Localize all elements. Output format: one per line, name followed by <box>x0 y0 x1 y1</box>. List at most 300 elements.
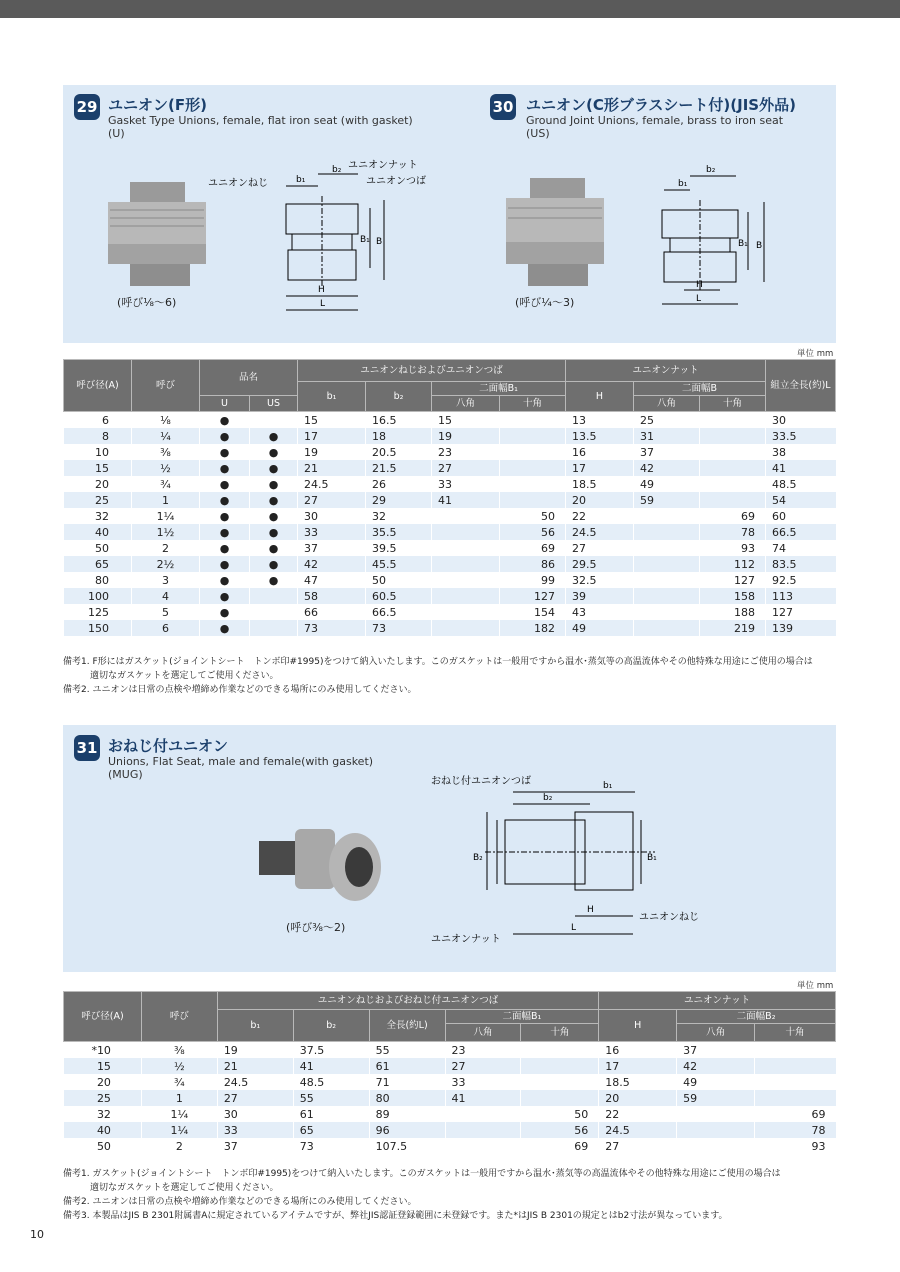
photo-top <box>530 178 585 200</box>
photo-bottom <box>528 264 588 286</box>
cell-o2 <box>634 556 700 572</box>
cell-a: 150 <box>64 620 132 636</box>
cell-b1: 37 <box>298 540 366 556</box>
cell-us: ● <box>250 428 298 444</box>
diagram-label-L: L <box>696 294 702 304</box>
cell-c1 <box>500 476 566 492</box>
cell-size: 3 <box>132 572 200 588</box>
cell-o1: 27 <box>432 460 500 476</box>
table-1-header-row-1 <box>64 360 836 382</box>
diagram-label-H: H <box>696 280 703 290</box>
cell-size: 2 <box>132 540 200 556</box>
cell-b2: 29 <box>366 492 432 508</box>
cell-b1: 47 <box>298 572 366 588</box>
diagram-label-b2: b₂ <box>543 793 553 803</box>
cell-c2 <box>700 444 766 460</box>
cell-h: 18.5 <box>599 1074 677 1090</box>
cell-b1: 66 <box>298 604 366 620</box>
cell-a: 50 <box>64 1138 142 1154</box>
cell-h: 24.5 <box>566 524 634 540</box>
cell-c1: 86 <box>500 556 566 572</box>
cell-us <box>250 588 298 604</box>
header-group-2: ユニオンナット <box>566 360 766 382</box>
cell-u: ● <box>200 492 250 508</box>
header-oct-2: 八角 <box>677 1024 755 1042</box>
diagram-label-union-screw: ユニオンねじ <box>639 912 699 923</box>
cell-o1 <box>432 508 500 524</box>
table-row <box>64 444 836 460</box>
cell-size: 4 <box>132 588 200 604</box>
cell-b1: 73 <box>298 620 366 636</box>
cell-b2: 26 <box>366 476 432 492</box>
cell-o2: 49 <box>677 1074 755 1090</box>
cell-o1 <box>432 620 500 636</box>
cell-o2: 42 <box>677 1058 755 1074</box>
header-cross-1: 十角 <box>521 1024 599 1042</box>
diagram-label-H: H <box>318 285 325 295</box>
cell-l: 61 <box>369 1058 445 1074</box>
cell-c2: 112 <box>700 556 766 572</box>
cell-b1: 30 <box>298 508 366 524</box>
cell-c2: 93 <box>700 540 766 556</box>
cell-b2: 73 <box>293 1138 369 1154</box>
table-2-note-3: 備考3. 本製品はJIS B 2301附属書Aに規定されているアイテムですが、弊社JIS認証登録範囲に未登録です。また*はJIS B 2301の規定とはb2寸法が異なっています。 <box>63 1211 728 1221</box>
header-cross-1: 十角 <box>500 396 566 412</box>
section-29-badge: 29 <box>74 94 100 120</box>
section-31-subtitle: Unions, Flat Seat, male and female(with gasket) <box>108 755 374 768</box>
table-row <box>64 524 836 540</box>
table-1-note-1b: 適切なガスケットを選定してご使用ください。 <box>63 671 279 681</box>
cell-h: 29.5 <box>566 556 634 572</box>
photo-bore <box>345 847 373 887</box>
cell-l: 92.5 <box>766 572 836 588</box>
cell-o2 <box>677 1106 755 1122</box>
cell-c1 <box>500 412 566 429</box>
photo-top <box>130 182 185 204</box>
cell-size: 6 <box>132 620 200 636</box>
diagram-label-union-nut: ユニオンナット <box>431 934 501 945</box>
header-b2: b₂ <box>293 1010 369 1042</box>
photo-male-thread <box>259 841 297 875</box>
table-row <box>64 508 836 524</box>
table-row <box>64 604 836 620</box>
section-31-code: (MUG) <box>108 768 143 781</box>
section-30-photo-caption: (呼び¼〜3) <box>515 296 575 309</box>
header-width-2: 二面幅B <box>634 382 766 396</box>
cell-o2: 31 <box>634 428 700 444</box>
cell-h: 17 <box>566 460 634 476</box>
cell-c2: 158 <box>700 588 766 604</box>
cell-l: 71 <box>369 1074 445 1090</box>
photo-nut <box>506 242 604 264</box>
cell-o1 <box>445 1122 521 1138</box>
cell-c1: 127 <box>500 588 566 604</box>
cell-o2: 37 <box>677 1042 755 1059</box>
table-row <box>64 1058 836 1074</box>
cell-c1 <box>521 1042 599 1059</box>
header-group-1: ユニオンねじおよびおねじ付ユニオンつば <box>217 992 598 1010</box>
cell-size: ½ <box>132 460 200 476</box>
diagram-label-union-nut: ユニオンナット <box>348 160 418 171</box>
photo-thread <box>506 198 604 242</box>
top-bar <box>0 0 900 18</box>
cell-us <box>250 412 298 429</box>
cell-l: 113 <box>766 588 836 604</box>
cell-o2 <box>634 540 700 556</box>
cell-o1: 41 <box>432 492 500 508</box>
cell-h: 16 <box>599 1042 677 1059</box>
cell-o1 <box>432 588 500 604</box>
cell-size: ⅜ <box>132 444 200 460</box>
section-29-photo-caption: (呼び⅛〜6) <box>117 296 177 309</box>
cell-l: 96 <box>369 1122 445 1138</box>
cell-a: 15 <box>64 460 132 476</box>
table-row <box>64 588 836 604</box>
cell-o2: 37 <box>634 444 700 460</box>
diagram-label-union-flange: ユニオンつば <box>366 176 426 187</box>
header-cross-2: 十角 <box>755 1024 836 1042</box>
cell-b1: 27 <box>217 1090 293 1106</box>
cell-o1: 23 <box>445 1042 521 1059</box>
cell-us: ● <box>250 524 298 540</box>
cell-l: 38 <box>766 444 836 460</box>
cell-b2: 20.5 <box>366 444 432 460</box>
cell-o1 <box>432 556 500 572</box>
cell-size: 5 <box>132 604 200 620</box>
cell-o2: 59 <box>677 1090 755 1106</box>
cell-c2: 219 <box>700 620 766 636</box>
table-row <box>64 1074 836 1090</box>
cell-o2 <box>634 508 700 524</box>
section-30-code: (US) <box>526 127 550 140</box>
cell-c1: 69 <box>500 540 566 556</box>
cell-size: 1 <box>132 492 200 508</box>
cell-c2: 188 <box>700 604 766 620</box>
diagram-label-B1: B₁ <box>647 853 657 863</box>
cell-o1 <box>432 572 500 588</box>
cell-u: ● <box>200 604 250 620</box>
cell-us: ● <box>250 508 298 524</box>
cell-b2: 65 <box>293 1122 369 1138</box>
cell-h: 32.5 <box>566 572 634 588</box>
cell-o1: 23 <box>432 444 500 460</box>
table-row <box>64 1138 836 1154</box>
cell-h: 22 <box>599 1106 677 1122</box>
cell-a: 15 <box>64 1058 142 1074</box>
cell-o2 <box>677 1138 755 1154</box>
cell-h: 49 <box>566 620 634 636</box>
header-oct-1: 八角 <box>432 396 500 412</box>
cell-h: 24.5 <box>599 1122 677 1138</box>
cell-b1: 30 <box>217 1106 293 1122</box>
header-width-1: 二面幅B₁ <box>432 382 566 396</box>
section-29-title: ユニオン(F形) <box>108 96 207 114</box>
table-row <box>64 492 836 508</box>
cell-l: 66.5 <box>766 524 836 540</box>
header-product: 品名 <box>200 360 298 396</box>
cell-o1 <box>445 1106 521 1122</box>
cell-b2: 41 <box>293 1058 369 1074</box>
cell-c2 <box>700 428 766 444</box>
diagram-label-union-screw: ユニオンねじ <box>208 178 268 189</box>
cell-o2 <box>677 1122 755 1138</box>
union-f-photo <box>100 180 210 290</box>
table-1-note-2: 備考2. ユニオンは日常の点検や増締め作業などのできる場所にのみ使用してください。 <box>63 685 417 695</box>
cell-l: 127 <box>766 604 836 620</box>
cell-a: 10 <box>64 444 132 460</box>
table-row <box>64 460 836 476</box>
cell-b1: 27 <box>298 492 366 508</box>
diagram-nut <box>575 812 633 890</box>
cell-b1: 42 <box>298 556 366 572</box>
unit-label-1: 単位 mm <box>797 349 834 359</box>
section-31-title: おねじ付ユニオン <box>108 737 229 755</box>
cell-b1: 21 <box>298 460 366 476</box>
table-row <box>64 1106 836 1122</box>
cell-b1: 24.5 <box>298 476 366 492</box>
header-us: US <box>250 396 298 412</box>
table-row <box>64 620 836 636</box>
cell-a: 80 <box>64 572 132 588</box>
cell-a: 6 <box>64 412 132 429</box>
cell-h: 22 <box>566 508 634 524</box>
cell-a: 100 <box>64 588 132 604</box>
cell-c1 <box>500 460 566 476</box>
cell-a: 20 <box>64 1074 142 1090</box>
cell-b2: 45.5 <box>366 556 432 572</box>
cell-l: 139 <box>766 620 836 636</box>
cell-b1: 24.5 <box>217 1074 293 1090</box>
diagram-label-b1: b₁ <box>296 175 306 185</box>
diagram-label-B2: B₂ <box>473 853 483 863</box>
cell-b1: 21 <box>217 1058 293 1074</box>
cell-b1: 17 <box>298 428 366 444</box>
header-oct-2: 八角 <box>634 396 700 412</box>
photo-thread <box>108 202 206 244</box>
cell-size: ⅜ <box>141 1042 217 1059</box>
header-size-a: 呼び径(A) <box>64 360 132 412</box>
cell-c2: 127 <box>700 572 766 588</box>
header-h: H <box>566 382 634 412</box>
cell-o1: 27 <box>445 1058 521 1074</box>
header-size-a: 呼び径(A) <box>64 992 142 1042</box>
table-row <box>64 1090 836 1106</box>
diagram-label-H: H <box>587 905 594 915</box>
cell-o1: 33 <box>445 1074 521 1090</box>
cell-u: ● <box>200 444 250 460</box>
cell-us: ● <box>250 572 298 588</box>
cell-a: 65 <box>64 556 132 572</box>
cell-us: ● <box>250 444 298 460</box>
cell-a: 25 <box>64 1090 142 1106</box>
header-width-1: 二面幅B₁ <box>445 1010 599 1024</box>
unit-label-2: 単位 mm <box>797 981 834 991</box>
section-31-photo-caption: (呼び⅜〜2) <box>286 921 346 934</box>
cell-size: ¼ <box>132 428 200 444</box>
cell-a: 40 <box>64 524 132 540</box>
cell-us: ● <box>250 476 298 492</box>
photo-nut <box>295 829 335 889</box>
section-29-code: (U) <box>108 127 125 140</box>
cell-c1: 99 <box>500 572 566 588</box>
header-group-2: ユニオンナット <box>599 992 836 1010</box>
cell-size: ½ <box>141 1058 217 1074</box>
section-31-badge: 31 <box>74 735 100 761</box>
cell-b1: 19 <box>217 1042 293 1059</box>
cell-b2: 66.5 <box>366 604 432 620</box>
cell-o2 <box>634 604 700 620</box>
cell-a: 40 <box>64 1122 142 1138</box>
header-b1: b₁ <box>298 382 366 412</box>
cell-o1: 19 <box>432 428 500 444</box>
diagram-label-B1: B₁ <box>738 239 748 249</box>
header-total-length: 組立全長(約)L <box>766 360 836 412</box>
section-30-title: ユニオン(C形ブラスシート付)(JIS外品) <box>526 96 796 114</box>
cell-l: 55 <box>369 1042 445 1059</box>
cell-us: ● <box>250 540 298 556</box>
cell-us: ● <box>250 556 298 572</box>
table-row <box>64 572 836 588</box>
cell-b2: 55 <box>293 1090 369 1106</box>
cell-o2: 49 <box>634 476 700 492</box>
header-total-length: 全長(約L) <box>369 1010 445 1042</box>
cell-h: 20 <box>599 1090 677 1106</box>
cell-l: 48.5 <box>766 476 836 492</box>
cell-size: 1¼ <box>132 508 200 524</box>
cell-u: ● <box>200 524 250 540</box>
diagram-label-b2: b₂ <box>706 165 716 175</box>
cell-u: ● <box>200 508 250 524</box>
cell-o2: 59 <box>634 492 700 508</box>
diagram-label-b1: b₁ <box>678 179 688 189</box>
cell-c2 <box>700 412 766 429</box>
diagram-label-B: B <box>376 237 383 247</box>
cell-o1 <box>432 540 500 556</box>
cell-c1 <box>500 492 566 508</box>
cell-b1: 15 <box>298 412 366 429</box>
cell-b2: 73 <box>366 620 432 636</box>
cell-h: 16 <box>566 444 634 460</box>
cell-c2 <box>700 492 766 508</box>
cell-b1: 19 <box>298 444 366 460</box>
cell-a: 32 <box>64 508 132 524</box>
header-size: 呼び <box>132 360 200 412</box>
male-union-photo <box>255 815 385 915</box>
cell-h: 17 <box>599 1058 677 1074</box>
cell-l: 54 <box>766 492 836 508</box>
cell-a: 8 <box>64 428 132 444</box>
cell-u: ● <box>200 460 250 476</box>
header-b1: b₁ <box>217 1010 293 1042</box>
cell-c1: 154 <box>500 604 566 620</box>
table-1-note-1: 備考1. F形にはガスケット(ジョイントシート トンボ印#1995)をつけて納入いたします。このガスケットは一般用ですから温水･蒸気等の高温流体やその他特殊な用途にご使用の場合は <box>63 657 813 667</box>
cell-c2: 78 <box>700 524 766 540</box>
cell-c1: 56 <box>500 524 566 540</box>
cell-c1 <box>500 444 566 460</box>
cell-h: 20 <box>566 492 634 508</box>
page-number: 10 <box>30 1228 44 1241</box>
cell-o2: 42 <box>634 460 700 476</box>
cell-h: 27 <box>599 1138 677 1154</box>
cell-size: ¾ <box>132 476 200 492</box>
table-2-header-row-1 <box>64 992 836 1010</box>
cell-size: 2 <box>141 1138 217 1154</box>
cell-a: 50 <box>64 540 132 556</box>
cell-c2: 78 <box>755 1122 836 1138</box>
table-row <box>64 476 836 492</box>
cell-c1: 182 <box>500 620 566 636</box>
diagram-label-b2: b₂ <box>332 165 342 175</box>
cell-u: ● <box>200 540 250 556</box>
male-union-diagram <box>425 770 699 950</box>
spec-table-2 <box>63 991 836 1154</box>
spec-table-1 <box>63 359 836 636</box>
table-row <box>64 412 836 429</box>
cell-us: ● <box>250 492 298 508</box>
cell-size: 1 <box>141 1090 217 1106</box>
cell-b2: 39.5 <box>366 540 432 556</box>
cell-u: ● <box>200 620 250 636</box>
cell-o2: 25 <box>634 412 700 429</box>
cell-size: 2½ <box>132 556 200 572</box>
table-1-body <box>64 412 836 637</box>
table-row <box>64 1042 836 1059</box>
cell-c2 <box>755 1058 836 1074</box>
cell-us <box>250 604 298 620</box>
cell-b1: 33 <box>217 1122 293 1138</box>
cell-size: 1¼ <box>141 1122 217 1138</box>
diagram-label-b1: b₁ <box>603 781 613 791</box>
diagram-label-B: B <box>756 241 763 251</box>
section-30-badge: 30 <box>490 94 516 120</box>
cell-l: 33.5 <box>766 428 836 444</box>
cell-c1: 50 <box>500 508 566 524</box>
cell-l: 107.5 <box>369 1138 445 1154</box>
cell-c2: 69 <box>700 508 766 524</box>
cell-h: 27 <box>566 540 634 556</box>
table-row <box>64 428 836 444</box>
cell-o2 <box>634 588 700 604</box>
cell-o2 <box>634 572 700 588</box>
cell-c1: 69 <box>521 1138 599 1154</box>
cell-u: ● <box>200 572 250 588</box>
cell-o1: 33 <box>432 476 500 492</box>
cell-l: 30 <box>766 412 836 429</box>
cell-c2 <box>700 460 766 476</box>
cell-size: 1½ <box>132 524 200 540</box>
cell-l: 89 <box>369 1106 445 1122</box>
cell-u: ● <box>200 428 250 444</box>
cell-b2: 50 <box>366 572 432 588</box>
cell-b2: 32 <box>366 508 432 524</box>
cell-u: ● <box>200 556 250 572</box>
cell-l: 60 <box>766 508 836 524</box>
cell-size: 1¼ <box>141 1106 217 1122</box>
cell-us: ● <box>250 460 298 476</box>
table-row <box>64 556 836 572</box>
cell-a: 125 <box>64 604 132 620</box>
header-h: H <box>599 1010 677 1042</box>
cell-c1: 56 <box>521 1122 599 1138</box>
cell-c2 <box>755 1074 836 1090</box>
cell-l: 41 <box>766 460 836 476</box>
cell-c2 <box>755 1090 836 1106</box>
diagram-label-B1: B₁ <box>360 235 370 245</box>
table-row <box>64 1122 836 1138</box>
table-row <box>64 540 836 556</box>
header-oct-1: 八角 <box>445 1024 521 1042</box>
cell-a: 32 <box>64 1106 142 1122</box>
